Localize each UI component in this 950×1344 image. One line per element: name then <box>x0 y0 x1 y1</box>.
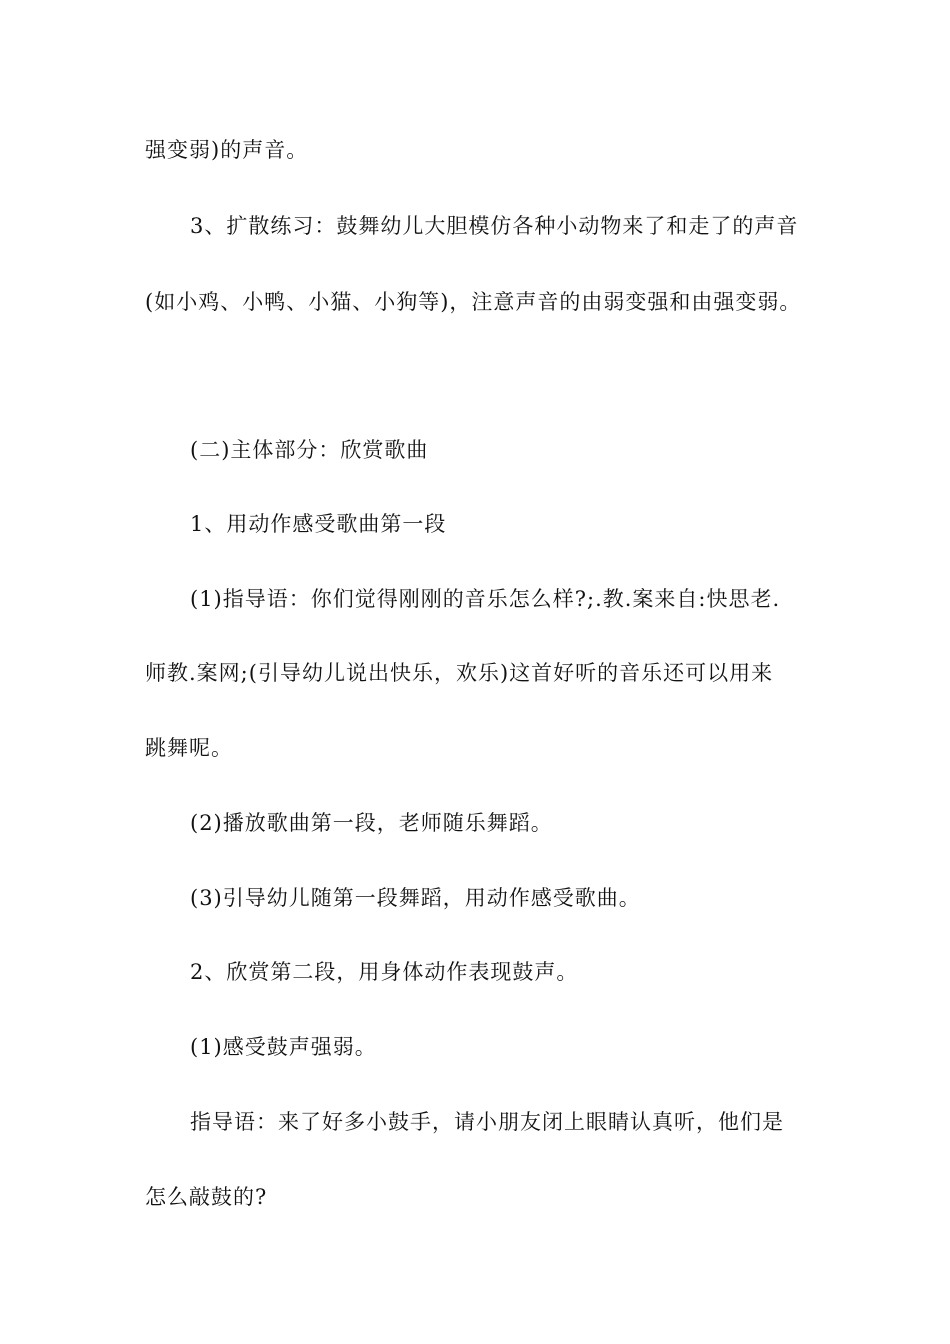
text-line: 怎么敲鼓的? <box>145 1185 268 1209</box>
text-line: (3)引导幼儿随第一段舞蹈，用动作感受歌曲。 <box>190 886 641 910</box>
text-line: 指导语：来了好多小鼓手，请小朋友闭上眼睛认真听，他们是 <box>190 1110 784 1134</box>
text-line: 2、欣赏第二段，用身体动作表现鼓声。 <box>190 960 579 984</box>
section-heading: (二)主体部分：欣赏歌曲 <box>190 438 429 462</box>
text-line: (1)感受鼓声强弱。 <box>190 1035 377 1059</box>
text-line: 强变弱)的声音。 <box>145 138 309 162</box>
text-line: 3、扩散练习：鼓舞幼儿大胆模仿各种小动物来了和走了的声音 <box>190 214 799 238</box>
text-line: (1)指导语：你们觉得刚刚的音乐怎么样?;.教.案来自:快思老. <box>190 587 781 611</box>
text-line: (2)播放歌曲第一段，老师随乐舞蹈。 <box>190 811 553 835</box>
text-line: 1、用动作感受歌曲第一段 <box>190 512 447 536</box>
text-line: 跳舞呢。 <box>145 736 233 760</box>
text-line: 师教.案网;(引导幼儿说出快乐，欢乐)这首好听的音乐还可以用来 <box>145 661 774 685</box>
text-line: (如小鸡、小鸭、小猫、小狗等)，注意声音的由弱变强和由强变弱。 <box>145 290 802 314</box>
